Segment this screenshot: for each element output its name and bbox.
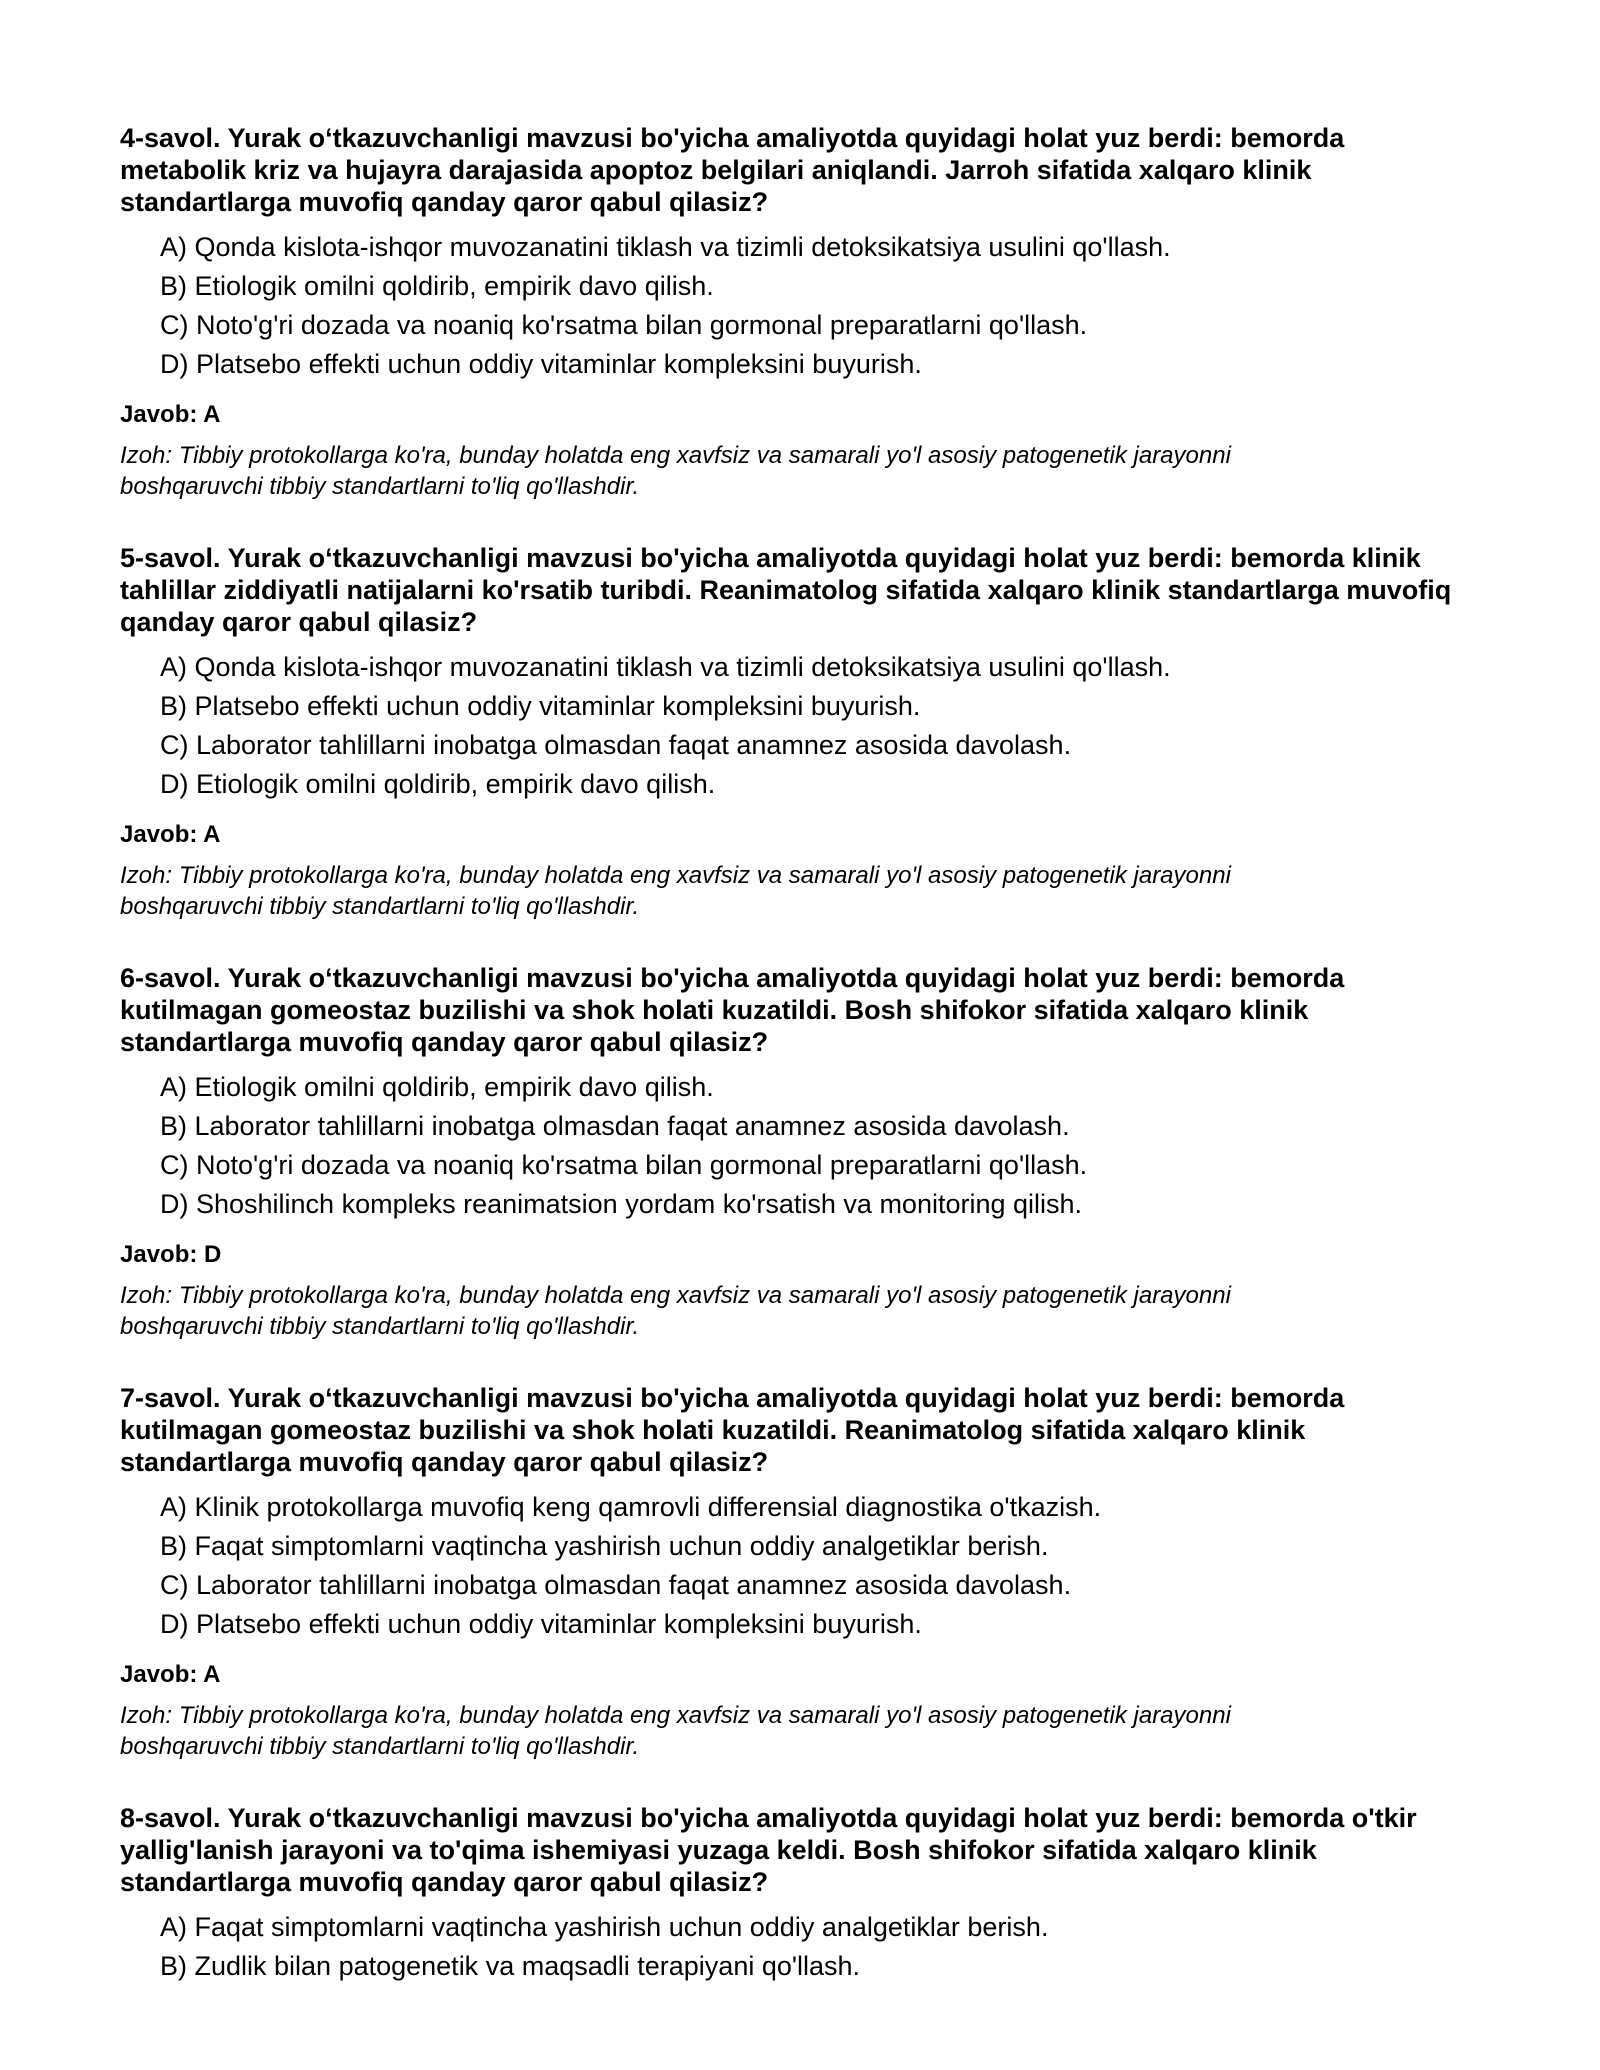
answer-label: Javob: A — [120, 401, 221, 428]
explanation-note: Izoh: Tibbiy protokollarga ko'ra, bunday holatda eng xavfsiz va samarali yo'l asosiy patogenetik jarayonni boshqaruvchi tibbiy standartlarni to'liq qo'llashdir. — [120, 1282, 1231, 1340]
answer-label: Javob: D — [120, 1241, 222, 1268]
question-block-8 — [120, 1802, 1480, 1986]
option-d: D) Etiologik omilni qoldirib, empirik davo qilish. — [160, 769, 716, 799]
option-d: D) Platsebo effekti uchun oddiy vitaminlar kompleksini buyurish. — [160, 349, 922, 379]
question-heading: 7-savol. Yurak o‘tkazuvchanligi mavzusi bo'yicha amaliyotda quyidagi holat yuz berdi: bemorda kutilmagan gomeostaz buzilishi va shok holati kuzatildi. Reanimatolog sifatida xalqaro klinik standartlarga muvofiq qanday qaror qabul qilasiz? — [120, 1383, 1345, 1477]
explanation-note: Izoh: Tibbiy protokollarga ko'ra, bunday holatda eng xavfsiz va samarali yo'l asosiy patogenetik jarayonni boshqaruvchi tibbiy standartlarni to'liq qo'llashdir. — [120, 442, 1231, 500]
options-list — [120, 1488, 1480, 1644]
options-list — [120, 1908, 1480, 1986]
options-list — [120, 1068, 1480, 1224]
question-heading: 4-savol. Yurak o‘tkazuvchanligi mavzusi bo'yicha amaliyotda quyidagi holat yuz berdi: bemorda metabolik kriz va hujayra darajasida apoptoz belgilari aniqlandi. Jarroh sifatida xalqaro klinik standartlarga muvofiq qanday qaror qabul qilasiz? — [120, 123, 1345, 217]
answer-label: Javob: A — [120, 1661, 221, 1688]
option-a: A) Qonda kislota-ishqor muvozanatini tiklash va tizimli detoksikatsiya usulini qo'llash. — [160, 232, 1171, 262]
option-c: C) Laborator tahlillarni inobatga olmasdan faqat anamnez asosida davolash. — [160, 1570, 1072, 1600]
option-a: A) Qonda kislota-ishqor muvozanatini tiklash va tizimli detoksikatsiya usulini qo'llash. — [160, 652, 1171, 682]
explanation-note: Izoh: Tibbiy protokollarga ko'ra, bunday holatda eng xavfsiz va samarali yo'l asosiy patogenetik jarayonni boshqaruvchi tibbiy standartlarni to'liq qo'llashdir. — [120, 862, 1231, 920]
option-b: B) Platsebo effekti uchun oddiy vitaminlar kompleksini buyurish. — [160, 691, 921, 721]
option-d: D) Shoshilinch kompleks reanimatsion yordam ko'rsatish va monitoring qilish. — [160, 1189, 1083, 1219]
question-block-4 — [120, 122, 1480, 502]
option-c: C) Noto'g'ri dozada va noaniq ko'rsatma bilan gormonal preparatlarni qo'llash. — [160, 1150, 1088, 1180]
question-heading: 5-savol. Yurak o‘tkazuvchanligi mavzusi bo'yicha amaliyotda quyidagi holat yuz berdi: bemorda klinik tahlillar ziddiyatli natijalarni ko'rsatib turibdi. Reanimatolog sifatida xalqaro klinik standartlarga muvofiq qanday qaror qabul qilasiz? — [120, 543, 1452, 637]
option-c: C) Laborator tahlillarni inobatga olmasdan faqat anamnez asosida davolash. — [160, 730, 1072, 760]
option-b: B) Faqat simptomlarni vaqtincha yashirish uchun oddiy analgetiklar berish. — [160, 1531, 1049, 1561]
option-a: A) Faqat simptomlarni vaqtincha yashirish uchun oddiy analgetiklar berish. — [160, 1912, 1049, 1942]
option-b: B) Zudlik bilan patogenetik va maqsadli terapiyani qo'llash. — [160, 1951, 861, 1981]
option-a: A) Klinik protokollarga muvofiq keng qamrovli differensial diagnostika o'tkazish. — [160, 1492, 1102, 1522]
question-block-7 — [120, 1382, 1480, 1762]
options-list — [120, 648, 1480, 804]
question-block-5 — [120, 542, 1480, 922]
explanation-note: Izoh: Tibbiy protokollarga ko'ra, bunday holatda eng xavfsiz va samarali yo'l asosiy patogenetik jarayonni boshqaruvchi tibbiy standartlarni to'liq qo'llashdir. — [120, 1702, 1231, 1760]
option-d: D) Platsebo effekti uchun oddiy vitaminlar kompleksini buyurish. — [160, 1609, 922, 1639]
option-b: B) Etiologik omilni qoldirib, empirik davo qilish. — [160, 271, 714, 301]
option-c: C) Noto'g'ri dozada va noaniq ko'rsatma bilan gormonal preparatlarni qo'llash. — [160, 310, 1088, 340]
option-b: B) Laborator tahlillarni inobatga olmasdan faqat anamnez asosida davolash. — [160, 1111, 1070, 1141]
answer-label: Javob: A — [120, 821, 221, 848]
question-heading: 8-savol. Yurak o‘tkazuvchanligi mavzusi bo'yicha amaliyotda quyidagi holat yuz berdi: bemorda o'tkir yallig'lanish jarayoni va to'qima ishemiyasi yuzaga keldi. Bosh shifokor sifatida xalqaro klinik standartlarga muvofiq qanday qaror qabul qilasiz? — [120, 1803, 1417, 1897]
question-heading: 6-savol. Yurak o‘tkazuvchanligi mavzusi bo'yicha amaliyotda quyidagi holat yuz berdi: bemorda kutilmagan gomeostaz buzilishi va shok holati kuzatildi. Bosh shifokor sifatida xalqaro klinik standartlarga muvofiq qanday qaror qabul qilasiz? — [120, 963, 1345, 1057]
option-a: A) Etiologik omilni qoldirib, empirik davo qilish. — [160, 1072, 714, 1102]
options-list — [120, 228, 1480, 384]
question-block-6 — [120, 962, 1480, 1342]
